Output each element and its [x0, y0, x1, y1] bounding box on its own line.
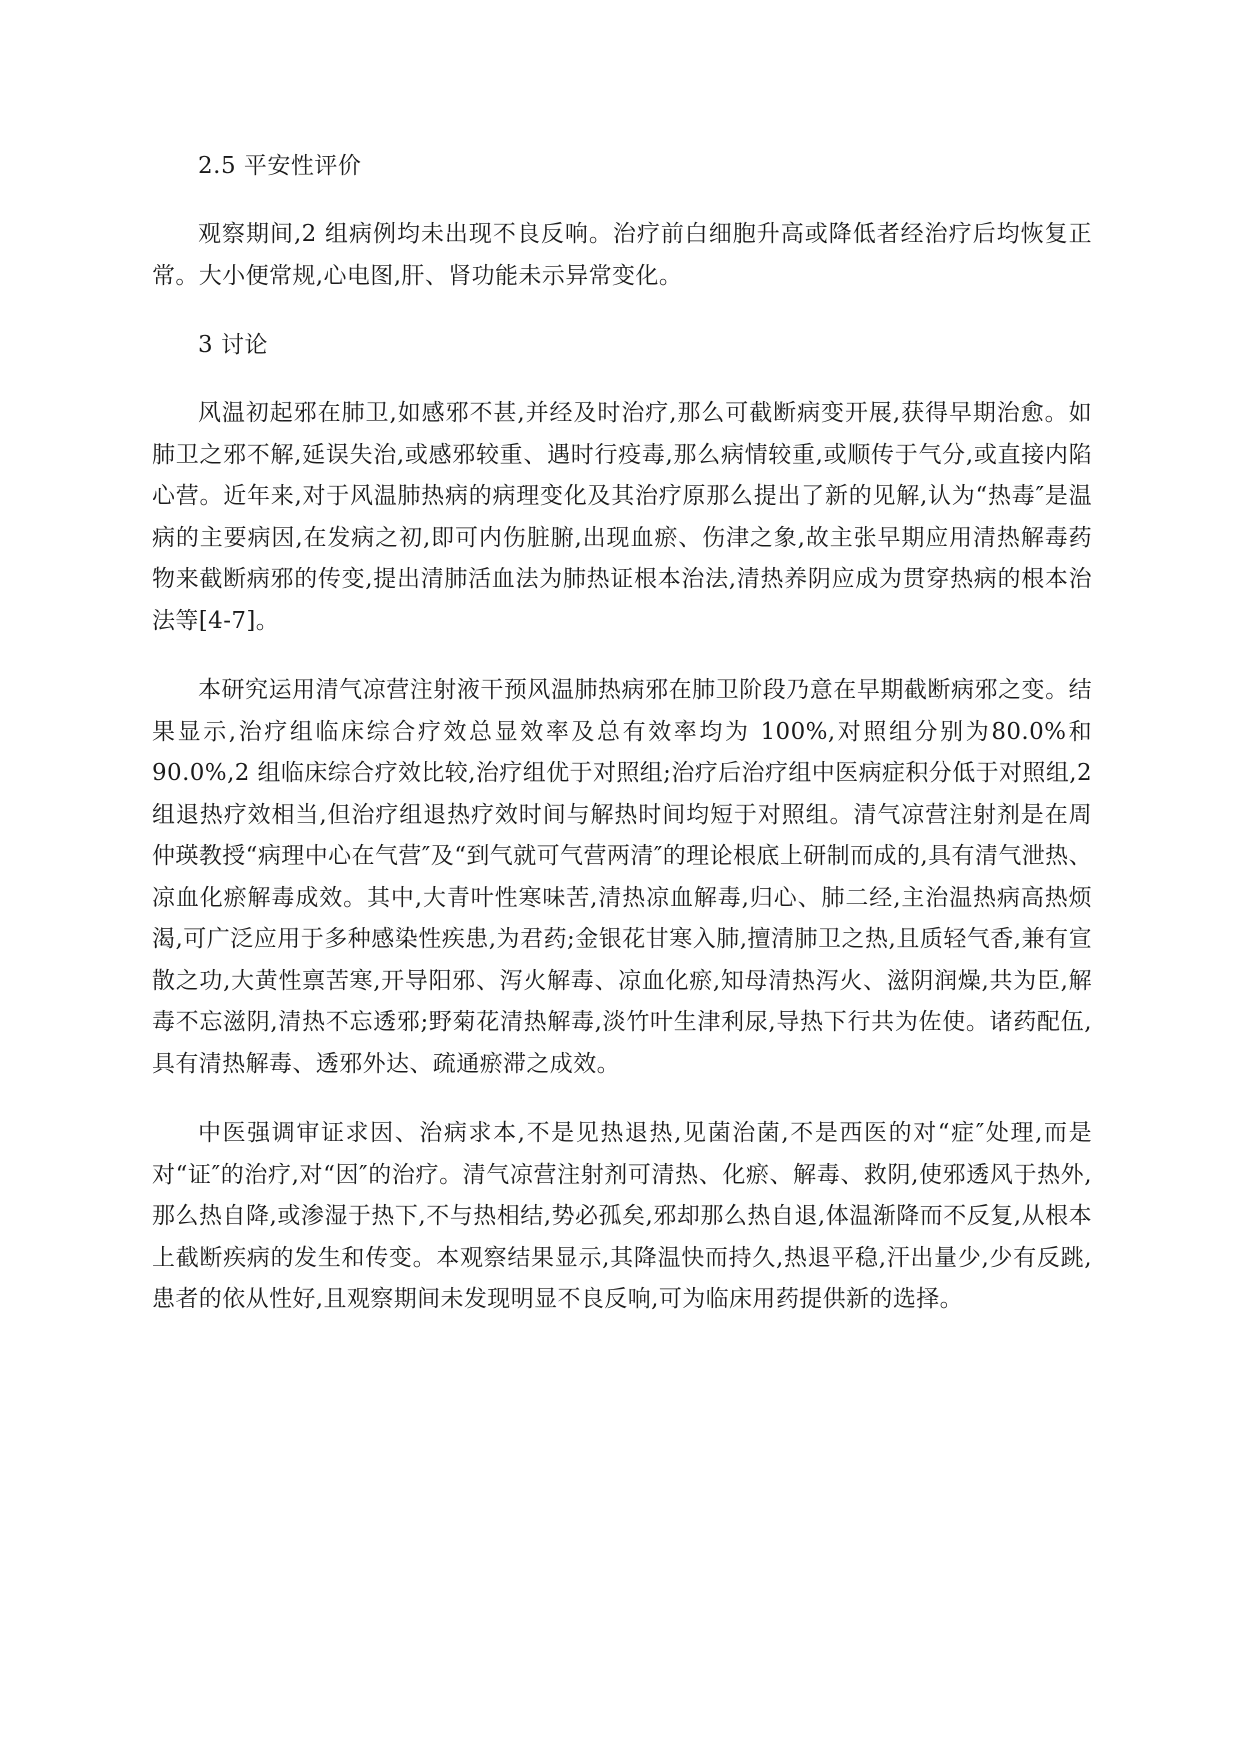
paragraph-discussion-3: 中医强调审证求因、治病求本,不是见热退热,见菌治菌,不是西医的对“症″处理,而是对“证″的治疗,对“因″的治疗。清气凉营注射剂可清热、化瘀、解毒、救阴,使邪透风于热外,那么热自降,或渗湿于热下,不与热相结,势必孤矣,邪却那么热自退,体温渐降而不反复,从根本上截断疾病的发生和传变。本观察结果显示,其降温快而持久,热退平稳,汗出量少,少有反跳,患者的依从性好,且观察期间未发现明显不良反响,可为临床用药提供新的选择。: [152, 1120, 1092, 1312]
paragraph-discussion-1: 风温初起邪在肺卫,如感邪不甚,并经及时治疗,那么可截断病变开展,获得早期治愈。如肺卫之邪不解,延误失治,或感邪较重、遇时行疫毒,那么病情较重,或顺传于气分,或直接内陷心营。近年来,对于风温肺热病的病理变化及其治疗原那么提出了新的见解,认为“热毒″是温病的主要病因,在发病之初,即可内伤脏腑,出现血瘀、伤津之象,故主张早期应用清热解毒药物来截断病邪的传变,提出清肺活血法为肺热证根本治法,清热养阴应成为贯穿热病的根本治法等[4-7]。: [152, 400, 1092, 634]
paragraph-discussion-2: 本研究运用清气凉营注射液干预风温肺热病邪在肺卫阶段乃意在早期截断病邪之变。结果显示,治疗组临床综合疗效总显效率及总有效率均为 100%,对照组分别为80.0%和 90.0%,2 组临床综合疗效比较,治疗组优于对照组;治疗后治疗组中医病症积分低于对照组,2 组退热疗效相当,但治疗组退热疗效时间与解热时间均短于对照组。清气凉营注射剂是在周仲瑛教授“病理中心在气营″及“到气就可气营两清″的理论根底上研制而成的,具有清气泄热、凉血化瘀解毒成效。其中,大青叶性寒味苦,清热凉血解毒,归心、肺二经,主治温热病高热烦渴,可广泛应用于多种感染性疾患,为君药;金银花甘寒入肺,擅清肺卫之热,且质轻气香,兼有宣散之功,大黄性禀苦寒,开导阳邪、泻火解毒、凉血化瘀,知母清热泻火、滋阴润燥,共为臣,解毒不忘滋阴,清热不忘透邪;野菊花清热解毒,淡竹叶生津利尿,导热下行共为佐使。诸药配伍,具有清热解毒、透邪外达、疏通瘀滞之成效。: [152, 677, 1092, 1077]
section-heading-safety-evaluation: 2.5 平安性评价: [198, 153, 362, 179]
document-body: [152, 146, 1092, 1349]
paragraph-safety-evaluation: 观察期间,2 组病例均未出现不良反响。治疗前白细胞升高或降低者经治疗后均恢复正常。大小便常规,心电图,肝、肾功能未示异常变化。: [152, 221, 1092, 289]
section-heading-discussion: 3 讨论: [198, 332, 268, 358]
